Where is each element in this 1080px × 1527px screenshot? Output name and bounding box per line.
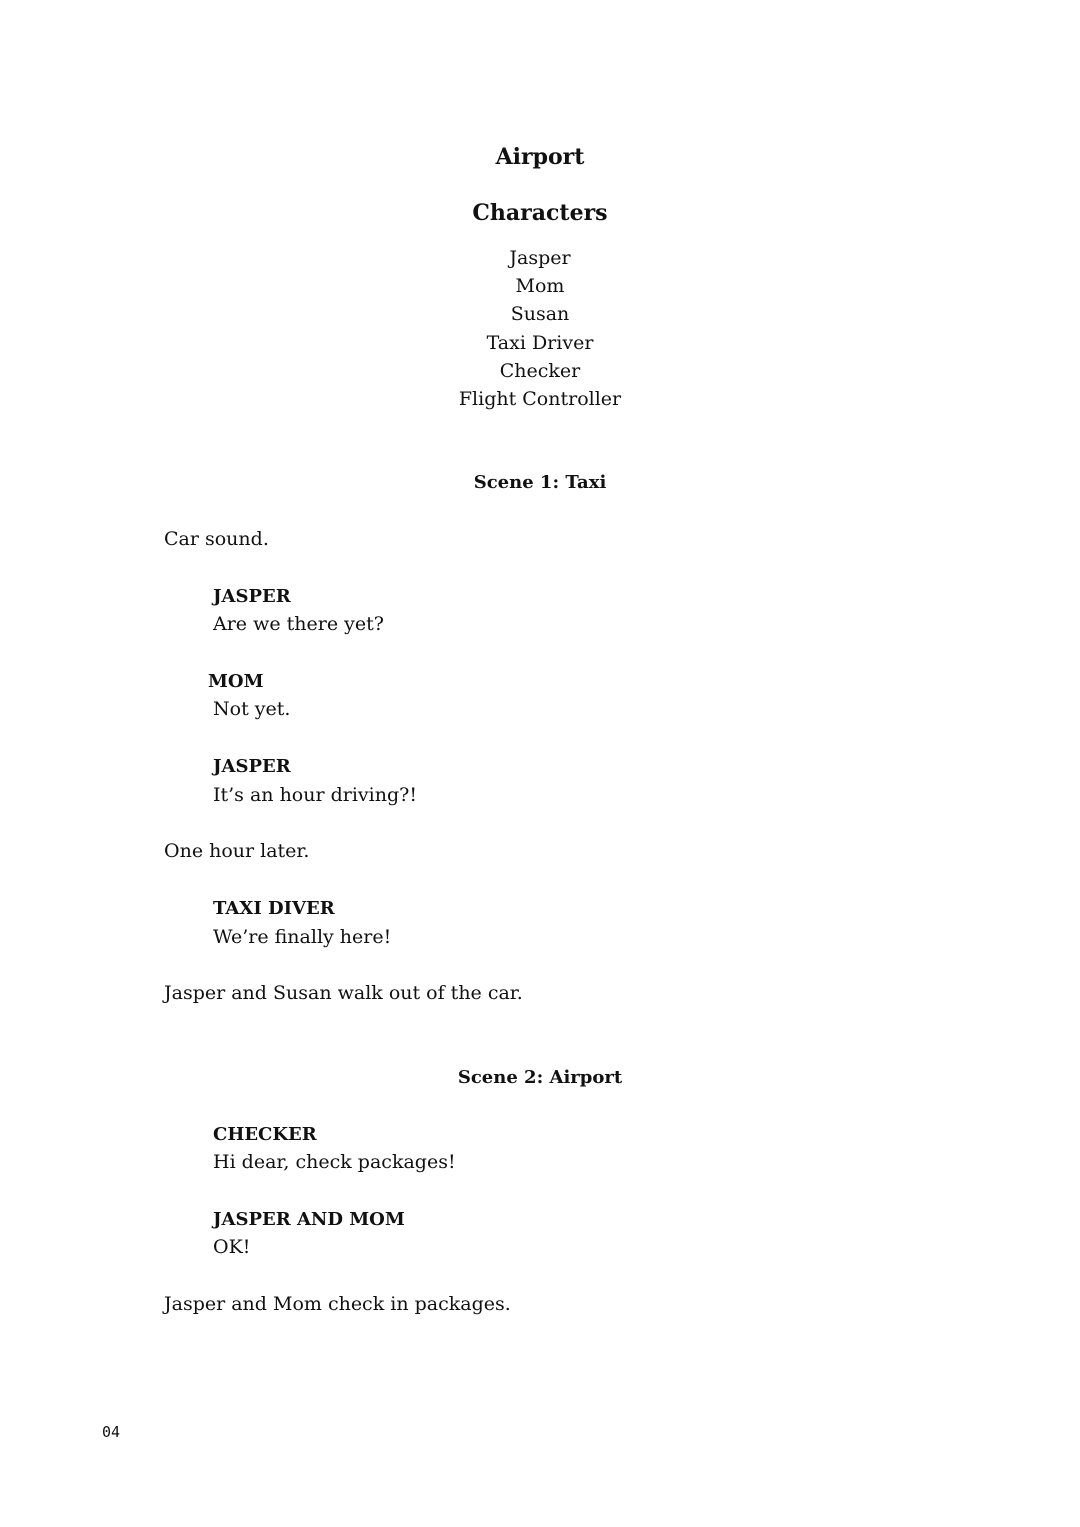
character-item: Susan — [510, 303, 570, 326]
speaker-name: MOM — [208, 671, 264, 692]
character-item: Taxi Driver — [486, 331, 594, 354]
character-item: Checker — [499, 359, 581, 382]
speaker-name: JASPER AND MOM — [213, 1209, 405, 1230]
speaker-name: CHECKER — [213, 1124, 317, 1145]
speaker-name: JASPER — [213, 586, 291, 607]
scene-heading: Scene 1: Taxi — [473, 472, 607, 493]
dialogue-line: It’s an hour driving?! — [213, 784, 417, 806]
stage-direction: One hour later. — [164, 840, 310, 862]
stage-direction: Car sound. — [164, 528, 269, 550]
scene-heading: Scene 2: Airport — [457, 1067, 623, 1088]
speaker-name: JASPER — [213, 756, 291, 777]
character-item: Jasper — [509, 247, 571, 269]
dialogue-line: OK! — [213, 1236, 251, 1258]
character-item: Mom — [515, 275, 565, 298]
character-item: Flight Controller — [458, 388, 622, 411]
stage-direction: Jasper and Susan walk out of the car. — [164, 982, 523, 1004]
dialogue-line: Not yet. — [213, 698, 291, 720]
dialogue-line: Hi dear, check packages! — [213, 1151, 456, 1173]
speaker-name: TAXI DIVER — [213, 898, 335, 919]
page-number: 04 — [102, 1423, 121, 1441]
stage-direction: Jasper and Mom check in packages. — [164, 1293, 511, 1315]
character-list — [0, 244, 1080, 413]
characters-heading: Characters — [472, 200, 608, 226]
dialogue-line: Are we there yet? — [213, 613, 384, 635]
page-title: Airport — [495, 144, 585, 170]
dialogue-line: We’re finally here! — [213, 926, 392, 948]
